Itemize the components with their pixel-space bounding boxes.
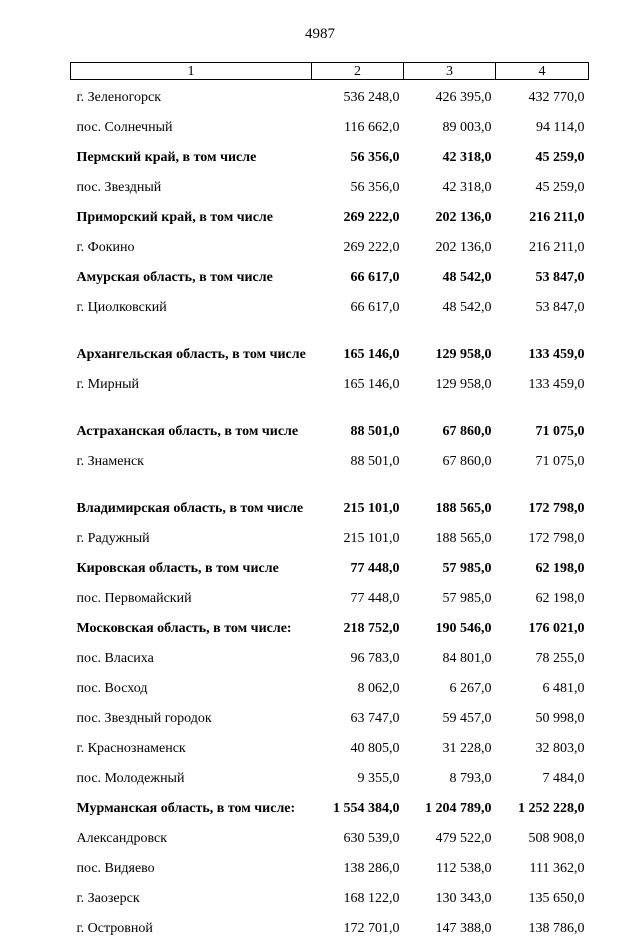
value-col-2: 165 146,0 — [343, 347, 400, 362]
value-col-4: 172 798,0 — [528, 531, 585, 546]
value-col-4: 32 803,0 — [535, 741, 585, 756]
table-row — [71, 911, 589, 941]
table-row-subtotal — [71, 260, 589, 290]
column-header-2: 2 — [312, 63, 404, 80]
region-name — [71, 474, 312, 521]
value-col-3: 67 860,0 — [442, 454, 492, 469]
region-name: г. Зеленогорск — [76, 90, 161, 105]
data-table — [70, 62, 589, 941]
value-col-2: 138 286,0 — [343, 861, 400, 876]
table-row — [71, 170, 589, 200]
region-name: Мурманская область, в том числе: — [76, 801, 296, 816]
value-col-4: 71 075,0 — [535, 424, 585, 439]
region-name: г. Мирный — [76, 377, 139, 392]
region-name: пос. Звездный городок — [76, 711, 212, 726]
value-col-2: 40 805,0 — [350, 741, 400, 756]
table-row — [71, 731, 589, 761]
table-row — [71, 671, 589, 701]
value-col-3: 59 457,0 — [442, 711, 492, 726]
region-name: г. Фокино — [76, 240, 135, 255]
value-col-2: 1 554 384,0 — [333, 801, 400, 816]
table-row-subtotal — [71, 791, 589, 821]
region-name: пос. Молодежный — [76, 771, 185, 786]
value-col-3: 48 542,0 — [442, 270, 492, 285]
region-name: пос. Звездный — [76, 180, 162, 195]
page-number: 4987 — [305, 26, 335, 42]
value-col-4: 71 075,0 — [535, 454, 585, 469]
value-col-3: 190 546,0 — [435, 621, 492, 636]
value-col-2: 215 101,0 — [343, 531, 400, 546]
value-col-2: 96 783,0 — [350, 651, 400, 666]
value-col-3: 42 318,0 — [442, 150, 492, 165]
value-col-4: 62 198,0 — [535, 561, 585, 576]
region-name: Московская область, в том числе: — [76, 621, 292, 636]
value-col-3: 426 395,0 — [435, 90, 492, 105]
region-name: пос. Первомайский — [76, 591, 192, 606]
value-col-2: 88 501,0 — [350, 454, 400, 469]
value-col-4: 6 481,0 — [542, 681, 585, 696]
value-col-3: 188 565,0 — [435, 501, 492, 516]
region-name: пос. Восход — [76, 681, 148, 696]
region-name: пос. Солнечный — [76, 120, 173, 135]
table-row — [71, 821, 589, 851]
region-name — [71, 320, 312, 367]
region-name: Приморский край, в том числе — [76, 210, 273, 225]
region-name: пос. Видяево — [76, 861, 155, 876]
region-name: г. Знаменск — [76, 454, 144, 469]
value-col-2: 269 222,0 — [343, 210, 400, 225]
value-col-2: 215 101,0 — [343, 501, 400, 516]
value-col-4: 133 459,0 — [528, 347, 585, 362]
value-col-3: 6 267,0 — [449, 681, 492, 696]
value-col-4: 78 255,0 — [535, 651, 585, 666]
value-col-2: 630 539,0 — [343, 831, 400, 846]
value-col-2: 536 248,0 — [343, 90, 400, 105]
table-row-subtotal — [71, 397, 589, 444]
value-col-3: 479 522,0 — [435, 831, 492, 846]
value-col-3: 42 318,0 — [442, 180, 492, 195]
table-row — [71, 367, 589, 397]
value-col-3: 202 136,0 — [435, 210, 492, 225]
column-header-3: 3 — [404, 63, 496, 80]
table-row-subtotal — [71, 551, 589, 581]
value-col-3: 202 136,0 — [435, 240, 492, 255]
value-col-3: 89 003,0 — [442, 120, 492, 135]
region-name: г. Островной — [76, 921, 153, 936]
value-col-2: 116 662,0 — [344, 120, 400, 135]
value-col-2: 77 448,0 — [350, 561, 400, 576]
table-row-subtotal — [71, 320, 589, 367]
region-name: г. Краснознаменск — [76, 741, 186, 756]
value-col-3: 67 860,0 — [442, 424, 492, 439]
value-col-2: 8 062,0 — [357, 681, 400, 696]
value-col-2: 168 122,0 — [343, 891, 400, 906]
value-col-2: 63 747,0 — [350, 711, 400, 726]
value-col-4: 62 198,0 — [535, 591, 585, 606]
value-col-4: 94 114,0 — [536, 120, 585, 135]
region-name: г. Радужный — [76, 531, 150, 546]
value-col-4: 53 847,0 — [535, 270, 585, 285]
value-col-3: 188 565,0 — [435, 531, 492, 546]
value-col-3: 130 343,0 — [435, 891, 492, 906]
table-row — [71, 701, 589, 731]
table-row — [71, 110, 589, 140]
table-row-subtotal — [71, 200, 589, 230]
value-col-3: 57 985,0 — [442, 591, 492, 606]
region-name-text: Владимирская область, в том числе — [76, 501, 304, 516]
value-col-4: 432 770,0 — [528, 90, 585, 105]
value-col-2: 172 701,0 — [343, 921, 400, 936]
value-col-3: 84 801,0 — [442, 651, 492, 666]
value-col-2: 66 617,0 — [350, 300, 400, 315]
table-row — [71, 581, 589, 611]
value-col-4: 216 211,0 — [529, 210, 585, 225]
value-col-4: 172 798,0 — [528, 501, 585, 516]
region-name: г. Заозерск — [76, 891, 140, 906]
value-col-4: 111 362,0 — [529, 861, 585, 876]
value-col-2: 165 146,0 — [343, 377, 400, 392]
value-col-4: 138 786,0 — [528, 921, 585, 936]
value-col-4: 133 459,0 — [528, 377, 585, 392]
value-col-4: 45 259,0 — [535, 180, 585, 195]
value-col-2: 77 448,0 — [350, 591, 400, 606]
value-col-4: 216 211,0 — [529, 240, 585, 255]
table-row — [71, 851, 589, 881]
value-col-3: 129 958,0 — [435, 377, 492, 392]
value-col-2: 56 356,0 — [350, 150, 400, 165]
table-row — [71, 80, 589, 111]
value-col-4: 508 908,0 — [528, 831, 585, 846]
value-col-4: 176 021,0 — [528, 621, 585, 636]
value-col-4: 50 998,0 — [535, 711, 585, 726]
region-name: Александровск — [76, 831, 168, 846]
value-col-3: 48 542,0 — [442, 300, 492, 315]
value-col-2: 56 356,0 — [350, 180, 400, 195]
value-col-3: 31 228,0 — [442, 741, 492, 756]
value-col-3: 112 538,0 — [436, 861, 492, 876]
value-col-4: 135 650,0 — [528, 891, 585, 906]
region-name — [71, 397, 312, 444]
table-row-subtotal — [71, 611, 589, 641]
region-name-text: Архангельская область, в том числе — [76, 347, 306, 362]
value-col-4: 7 484,0 — [542, 771, 585, 786]
region-name: Амурская область, в том числе — [76, 270, 273, 285]
table-row — [71, 444, 589, 474]
region-name: г. Циолковский — [76, 300, 167, 315]
value-col-4: 45 259,0 — [535, 150, 585, 165]
table-row — [71, 641, 589, 671]
table-row — [71, 521, 589, 551]
column-header-4: 4 — [496, 63, 589, 80]
value-col-2: 269 222,0 — [343, 240, 400, 255]
value-col-2: 218 752,0 — [343, 621, 400, 636]
table-header-row — [71, 63, 589, 80]
value-col-2: 88 501,0 — [350, 424, 400, 439]
table-row — [71, 761, 589, 791]
value-col-3: 1 204 789,0 — [425, 801, 492, 816]
value-col-3: 8 793,0 — [449, 771, 492, 786]
table-row-subtotal — [71, 474, 589, 521]
region-name: пос. Власиха — [76, 651, 154, 666]
column-header-1: 1 — [71, 63, 312, 80]
value-col-4: 1 252 228,0 — [518, 801, 585, 816]
region-name: Пермский край, в том числе — [76, 150, 257, 165]
value-col-2: 9 355,0 — [357, 771, 400, 786]
value-col-3: 147 388,0 — [435, 921, 492, 936]
value-col-3: 57 985,0 — [442, 561, 492, 576]
table-row — [71, 881, 589, 911]
table-row — [71, 290, 589, 320]
table-row — [71, 230, 589, 260]
region-name: Кировская область, в том числе — [76, 561, 279, 576]
table-row-subtotal — [71, 140, 589, 170]
value-col-3: 129 958,0 — [435, 347, 492, 362]
region-name-text: Астраханская область, в том числе — [76, 424, 299, 439]
value-col-2: 66 617,0 — [350, 270, 400, 285]
value-col-4: 53 847,0 — [535, 300, 585, 315]
